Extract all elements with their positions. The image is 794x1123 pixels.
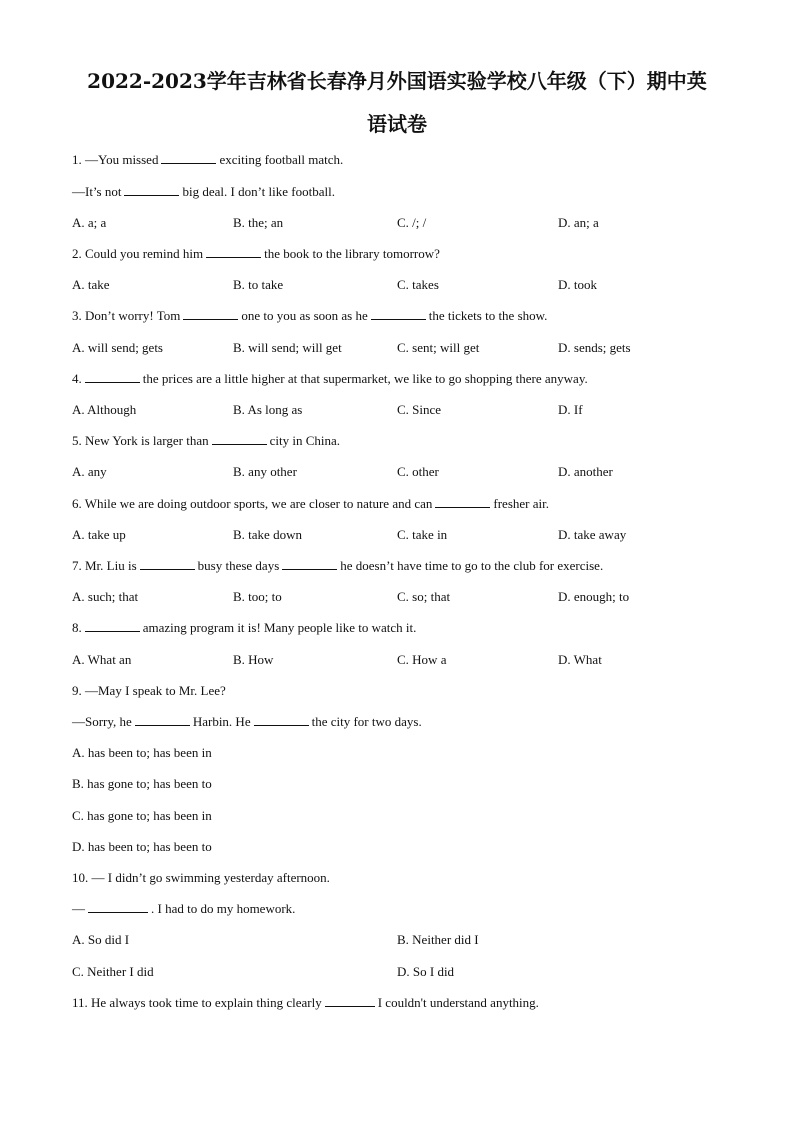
question-3-option-d: D. sends; gets bbox=[558, 340, 631, 355]
question-3-option-a: A. will send; gets bbox=[72, 340, 163, 355]
question-6-stem: 6. While we are doing outdoor sports, we are closer to nature and can fresher air. bbox=[72, 496, 549, 511]
question-11-stem: 11. He always took time to explain thing clearly I couldn't understand anything. bbox=[72, 995, 539, 1010]
answer-blank bbox=[88, 901, 148, 913]
question-1-stem: 1. —You missed exciting football match. bbox=[72, 152, 344, 167]
exam-title-line2: 语试卷 bbox=[367, 112, 427, 136]
question-6-option-b: B. take down bbox=[233, 527, 302, 542]
question-8-option-b: B. How bbox=[233, 652, 274, 667]
question-6-option-a: A. take up bbox=[72, 527, 126, 542]
question-1-option-b: B. the; an bbox=[233, 215, 284, 230]
answer-blank bbox=[135, 714, 190, 726]
question-6-option-d: D. take away bbox=[558, 527, 627, 542]
question-2-option-a: A. take bbox=[72, 277, 110, 292]
question-10-option-b: B. Neither did I bbox=[397, 932, 479, 947]
question-8-option-c: C. How a bbox=[397, 652, 447, 667]
question-3-option-c: C. sent; will get bbox=[397, 340, 480, 355]
question-2-option-d: D. took bbox=[558, 277, 597, 292]
answer-blank bbox=[282, 558, 337, 570]
question-1-option-a: A. a; a bbox=[72, 215, 107, 230]
question-7-option-d: D. enough; to bbox=[558, 589, 630, 604]
question-9-option-c: C. has gone to; has been in bbox=[72, 808, 212, 823]
question-5-option-c: C. other bbox=[397, 464, 439, 479]
question-10-stem: 10. — I didn’t go swimming yesterday afternoon. bbox=[72, 870, 330, 885]
question-6-option-c: C. take in bbox=[397, 527, 448, 542]
question-7-option-b: B. too; to bbox=[233, 589, 282, 604]
question-8-option-d: D. What bbox=[558, 652, 602, 667]
question-1-reply: —It’s not big deal. I don’t like football. bbox=[72, 184, 335, 199]
question-2-option-b: B. to take bbox=[233, 277, 284, 292]
question-7-stem: 7. Mr. Liu is busy these days he doesn’t have time to go to the club for exercise. bbox=[72, 558, 604, 573]
exam-title-line1: 2022-2023学年吉林省长春净月外国语实验学校八年级（下）期中英 bbox=[87, 69, 707, 93]
question-10-option-a: A. So did I bbox=[72, 932, 130, 947]
question-5-option-a: A. any bbox=[72, 464, 107, 479]
question-4-stem: 4. the prices are a little higher at that supermarket, we like to go shopping there anyway. bbox=[72, 371, 588, 386]
question-9-option-d: D. has been to; has been to bbox=[72, 839, 212, 854]
question-4-option-d: D. If bbox=[558, 402, 583, 417]
question-7-option-c: C. so; that bbox=[397, 589, 451, 604]
question-8-stem: 8. amazing program it is! Many people like to watch it. bbox=[72, 620, 417, 635]
answer-blank bbox=[85, 620, 140, 632]
question-10-option-d: D. So I did bbox=[397, 964, 455, 979]
answer-blank bbox=[140, 558, 195, 570]
question-8-option-a: A. What an bbox=[72, 652, 132, 667]
answer-blank bbox=[161, 152, 216, 164]
question-9-reply: —Sorry, he Harbin. He the city for two days. bbox=[72, 714, 422, 729]
question-1-option-c: C. /; / bbox=[397, 215, 427, 230]
question-3-stem: 3. Don’t worry! Tom one to you as soon as he the tickets to the show. bbox=[72, 308, 548, 323]
answer-blank bbox=[325, 995, 375, 1007]
question-9-option-a: A. has been to; has been in bbox=[72, 745, 212, 760]
question-4-option-b: B. As long as bbox=[233, 402, 303, 417]
question-9-option-b: B. has gone to; has been to bbox=[72, 776, 212, 791]
question-7-option-a: A. such; that bbox=[72, 589, 139, 604]
question-5-option-b: B. any other bbox=[233, 464, 297, 479]
question-5-stem: 5. New York is larger than city in China. bbox=[72, 433, 341, 448]
question-3-option-b: B. will send; will get bbox=[233, 340, 342, 355]
question-9-stem: 9. —May I speak to Mr. Lee? bbox=[72, 683, 226, 698]
answer-blank bbox=[435, 496, 490, 508]
question-1-option-d: D. an; a bbox=[558, 215, 599, 230]
answer-blank bbox=[371, 308, 426, 320]
question-2-option-c: C. takes bbox=[397, 277, 439, 292]
answer-blank bbox=[124, 184, 179, 196]
question-4-option-c: C. Since bbox=[397, 402, 442, 417]
question-4-option-a: A. Although bbox=[72, 402, 137, 417]
answer-blank bbox=[212, 433, 267, 445]
question-10-option-c: C. Neither I did bbox=[72, 964, 154, 979]
question-5-option-d: D. another bbox=[558, 464, 613, 479]
answer-blank bbox=[85, 371, 140, 383]
answer-blank bbox=[254, 714, 309, 726]
answer-blank bbox=[183, 308, 238, 320]
question-2-stem: 2. Could you remind him the book to the library tomorrow? bbox=[72, 246, 440, 261]
answer-blank bbox=[206, 246, 261, 258]
question-10-reply: — . I had to do my homework. bbox=[72, 901, 296, 916]
